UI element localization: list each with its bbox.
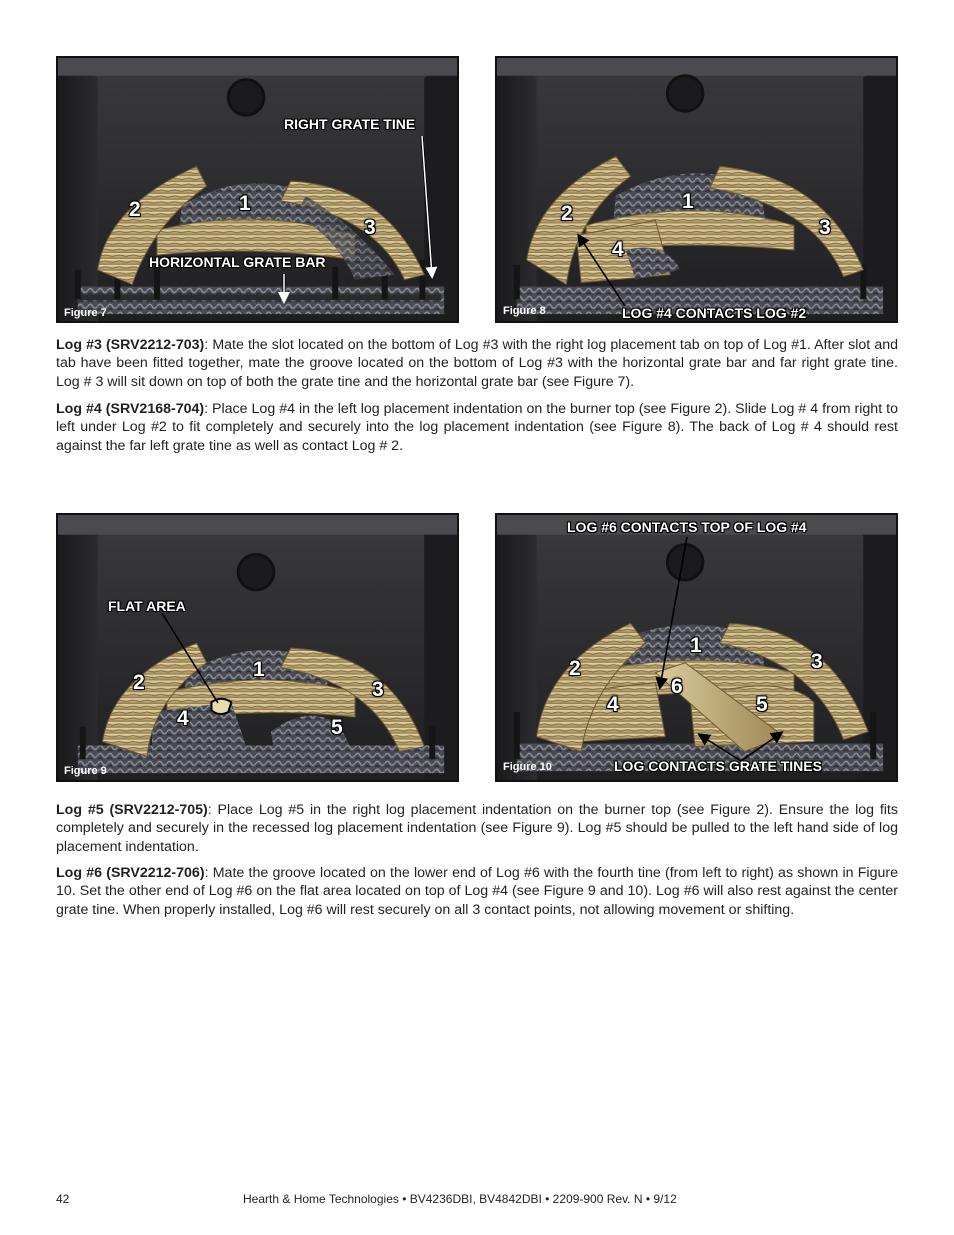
callout-log4-contacts-log2: LOG #4 CONTACTS LOG #2 xyxy=(622,305,807,321)
log-number-label: 3 xyxy=(364,216,376,239)
log-number-label: 6 xyxy=(671,675,683,698)
instruction-log6-text: : Mate the groove located on the lower end of Log #6 with the fourth tine (from left to right) as shown in Figure 10. Set the other end of Log #6 on the flat area located on top of Log #4 (see Figure 9 and 10). Log #6 will also rest against the center grate tine. When properly installed, Log #6 will rest securely on all 3 contact points, not allowing movement or shifting. xyxy=(56,865,898,918)
log-number-label: 1 xyxy=(253,658,265,681)
instruction-log6-label: Log #6 (SRV2212-706) xyxy=(56,865,205,881)
log-number-label: 5 xyxy=(756,693,768,716)
callout-flat-area: FLAT AREA xyxy=(108,598,186,614)
log-number-label: 4 xyxy=(612,238,624,261)
callout-log-contacts-grate-tines: LOG CONTACTS GRATE TINES xyxy=(614,758,822,774)
log-number-label: 3 xyxy=(372,678,384,701)
figure-9-caption: Figure 9 xyxy=(64,765,107,777)
figure-10-caption: Figure 10 xyxy=(503,761,552,773)
log-number-label: 2 xyxy=(129,198,141,221)
log-number-label: 4 xyxy=(607,693,619,716)
instruction-log6 xyxy=(56,864,898,919)
figure-9-arrows xyxy=(58,515,459,782)
figure-7-arrows xyxy=(58,58,459,323)
log-number-label: 1 xyxy=(690,634,702,657)
instruction-log5-label: Log #5 (SRV2212-705) xyxy=(56,802,208,818)
figure-7-caption: Figure 7 xyxy=(64,307,107,319)
instruction-log3-label: Log #3 (SRV2212-703) xyxy=(56,337,205,353)
figure-8-arrows xyxy=(497,58,898,323)
figure-9-photo xyxy=(56,513,459,782)
instruction-log5 xyxy=(56,801,898,856)
page-number: 42 xyxy=(56,1192,70,1206)
instruction-log3-text: : Mate the slot located on the bottom of Log #3 with the right log placement tab on top of Log #1. After slot and tab have been fitted together, mate the groove located on the bottom of Log #3 with the horizontal grate bar and far right grate tine. Log # 3 will sit down on top of both the grate tine and the horizontal grate bar (see Figure 7). xyxy=(56,337,898,390)
callout-right-grate-tine: RIGHT GRATE TINE xyxy=(284,116,416,132)
log-number-label: 1 xyxy=(682,190,694,213)
log-number-label: 3 xyxy=(811,650,823,673)
log-number-label: 2 xyxy=(569,657,581,680)
figure-10-photo xyxy=(495,513,898,782)
log-number-label: 1 xyxy=(239,192,251,215)
footer-text: Hearth & Home Technologies • BV4236DBI, BV4842DBI • 2209-900 Rev. N • 9/12 xyxy=(243,1192,677,1206)
log-number-label: 3 xyxy=(819,216,831,239)
figure-8-photo xyxy=(495,56,898,323)
instruction-log4-label: Log #4 (SRV2168-704) xyxy=(56,401,205,417)
log-number-label: 2 xyxy=(561,202,573,225)
log-number-label: 5 xyxy=(331,716,343,739)
instruction-log3 xyxy=(56,336,898,391)
instruction-log4 xyxy=(56,400,898,455)
instruction-log4-text: : Place Log #4 in the left log placement indentation on the burner top (see Figure 2). Slide Log # 4 from right to left under Log #2 to fit completely and securely into the log placement indentation (see Figure 8). The back of Log # 4 should rest against the far left grate tine as well as contact Log # 2. xyxy=(56,401,898,454)
figure-8-caption: Figure 8 xyxy=(503,305,546,317)
log-number-label: 2 xyxy=(133,671,145,694)
callout-log6-contacts-top-of-log4: LOG #6 CONTACTS TOP OF LOG #4 xyxy=(567,519,807,535)
callout-horizontal-grate-bar: HORIZONTAL GRATE BAR xyxy=(149,254,326,270)
instruction-log5-text: : Place Log #5 in the right log placement indentation on the burner top (see Figure 2). Ensure the log fits completely and securely in the recessed log placement indentation (see Figure 9). Log #5 should be pulled to the left hand side of log placement indentation. xyxy=(56,802,898,855)
figure-7-photo xyxy=(56,56,459,323)
log-number-label: 4 xyxy=(177,707,189,730)
